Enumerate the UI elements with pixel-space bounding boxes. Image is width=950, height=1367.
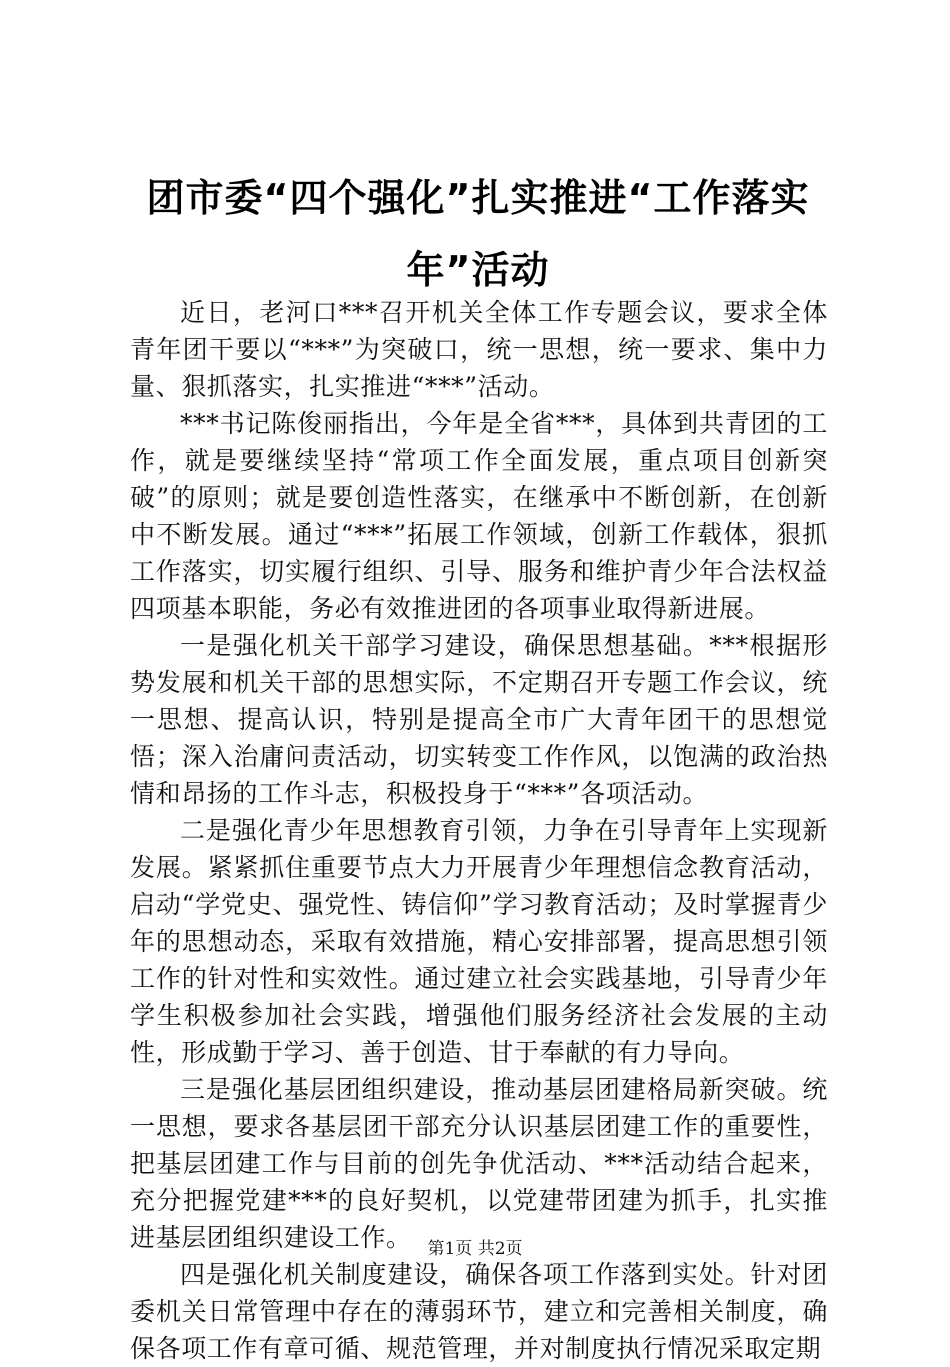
paragraph-secretary-remarks: ***书记陈俊丽指出，今年是全省***，具体到共青团的工作，就是要继续坚持“常项工作全面发展，重点项目创新突破”的原则；就是要创造性落实，在继承中不断创新，在创新中不断发展。通过“***”拓展工作领域，创新工作载体，狠抓工作落实，切实履行组织、引导、服务和维护青少年合法权益四项基本职能，务必有效推进团的各项事业取得新进展。 <box>130 409 828 623</box>
document-body <box>130 294 828 1367</box>
paragraph-point-two: 二是强化青少年思想教育引领，力争在引导青年上实现新发展。紧紧抓住重要节点大力开展青少年理想信念教育活动，启动“学党史、强党性、铸信仰”学习教育活动；及时掌握青少年的思想动态，采取有效措施，精心安排部署，提高思想引领工作的针对性和实效性。通过建立社会实践基地，引导青少年学生积极参加社会实践，增强他们服务经济社会发展的主动性，形成勤于学习、善于创造、甘于奉献的有力导向。 <box>130 816 828 1067</box>
paragraph-intro: 近日，老河口***召开机关全体工作专题会议，要求全体青年团干要以“***”为突破口，统一思想，统一要求、集中力量、狠抓落实，扎实推进“***”活动。 <box>130 298 828 401</box>
paragraph-point-three: 三是强化基层团组织建设，推动基层团建格局新突破。统一思想，要求各基层团干部充分认识基层团建工作的重要性，把基层团建工作与目前的创先争优活动、***活动结合起来，充分把握党建***的良好契机，以党建带团建为抓手，扎实推进基层团组织建设工作。 <box>130 1075 828 1252</box>
document-title: 团市委“四个强化”扎实推进“工作落实年”活动 <box>146 176 810 292</box>
paragraph-point-four: 四是强化机关制度建设，确保各项工作落到实处。针对团委机关日常管理中存在的薄弱环节，建立和完善相关制度，确保各项工作有章可循、规范管理，并对制度执行情况采取定期 <box>130 1260 828 1363</box>
paragraph-point-one: 一是强化机关干部学习建设，确保思想基础。***根据形势发展和机关干部的思想实际，不定期召开专题工作会议，统一思想、提高认识，特别是提高全市广大青年团干的思想觉悟；深入治庸问责活动，切实转变工作作风，以饱满的政治热情和昂扬的工作斗志，积极投身于“***”各项活动。 <box>130 631 828 808</box>
page-number-footer: 第1页 共2页 <box>427 1239 523 1259</box>
